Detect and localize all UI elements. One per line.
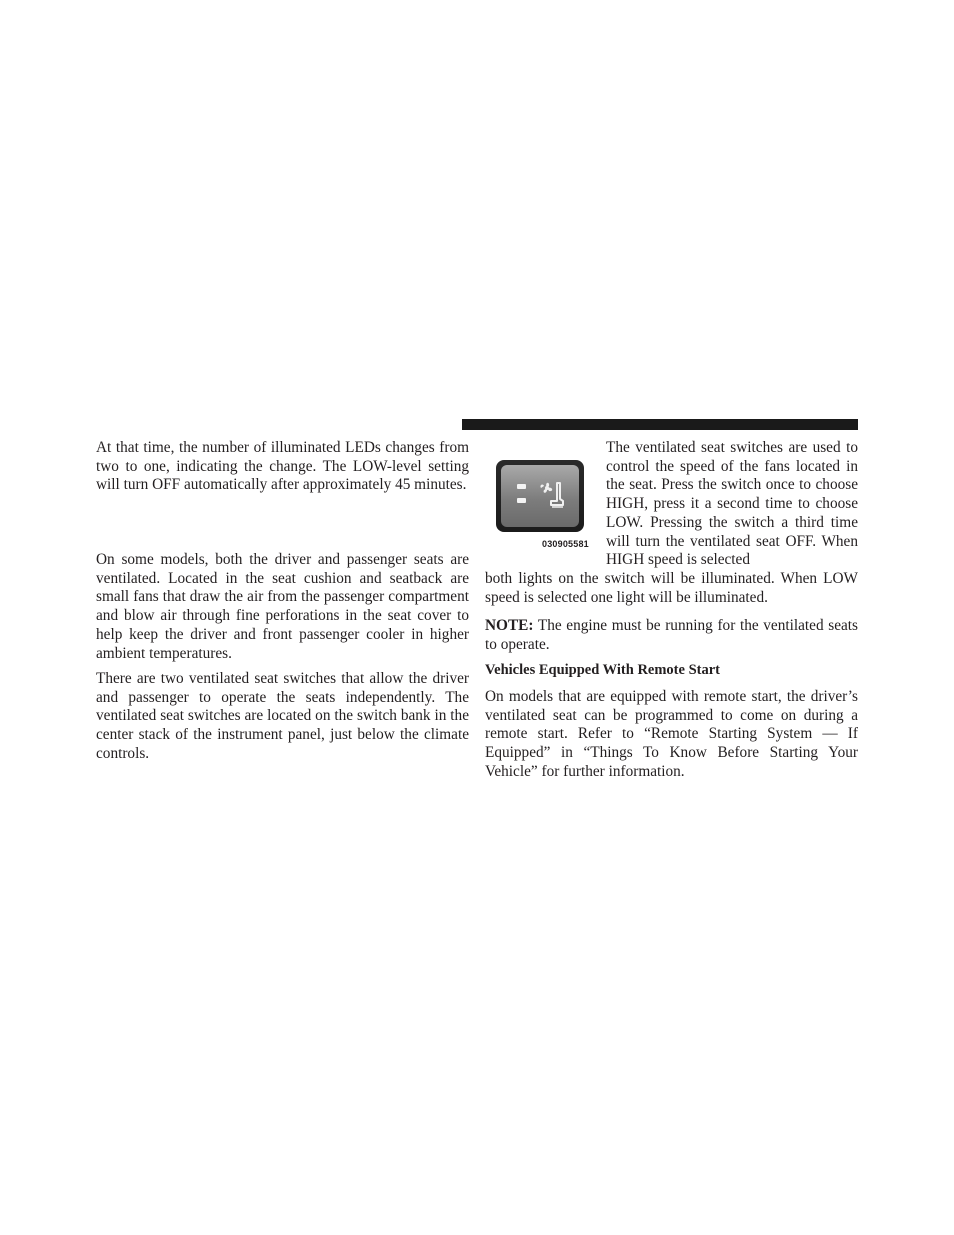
paragraph-remote-start: On models that are equipped with remote start, the driver’s ventilated seat can be programmed to come on during a remote start. Refer to “Remote Starting System — If Equipped” in “Things To Know Before Starting Your Vehicle” for further information.: [485, 688, 858, 780]
led-indicator-icon: [517, 484, 526, 489]
note-label: NOTE:: [485, 617, 534, 634]
paragraph-switch-lights: both lights on the switch will be illuminated. When LOW speed is selected one light will be illuminated.: [485, 570, 858, 606]
paragraph-ventilated-seat-switches: There are two ventilated seat switches that allow the driver and passenger to operate the seats independently. The ventilated seat switches are located on the switch bank in the center stack of the instrument panel, just below the climate controls.: [96, 670, 469, 762]
paragraph-switch-speed-control: The ventilated seat switches are used to control the speed of the fans located in the seat. Press the switch once to choose HIGH, press it a second time to choose LOW. Pressing the switch a third time will turn the ventilated seat OFF. When HIGH speed is selected: [606, 439, 858, 569]
paragraph-ventilated-seats-intro: On some models, both the driver and passenger seats are ventilated. Located in the seat cushion and seatback are small fans that draw the air from the passenger compartment and blow air through fine perforations in the seat cover to help keep the driver and front passenger cooler in higher ambient temperatures.: [96, 551, 469, 662]
fan-seat-icon: [539, 479, 565, 511]
ventilated-seat-switch-icon: [496, 460, 584, 532]
heading-remote-start: Vehicles Equipped With Remote Start: [485, 662, 720, 678]
paragraph-low-level-led: At that time, the number of illuminated LEDs changes from two to one, indicating the change. The LOW-level setting will turn OFF automatically after approximately 45 minutes.: [96, 439, 469, 494]
note-engine-running: [485, 617, 858, 654]
section-header-bar: [462, 419, 858, 430]
note-text: The engine must be running for the ventilated seats to operate.: [485, 617, 858, 653]
ventilated-seat-switch-figure: [496, 460, 592, 552]
led-indicator-icon: [517, 498, 526, 503]
figure-id-label: 030905581: [542, 539, 589, 549]
